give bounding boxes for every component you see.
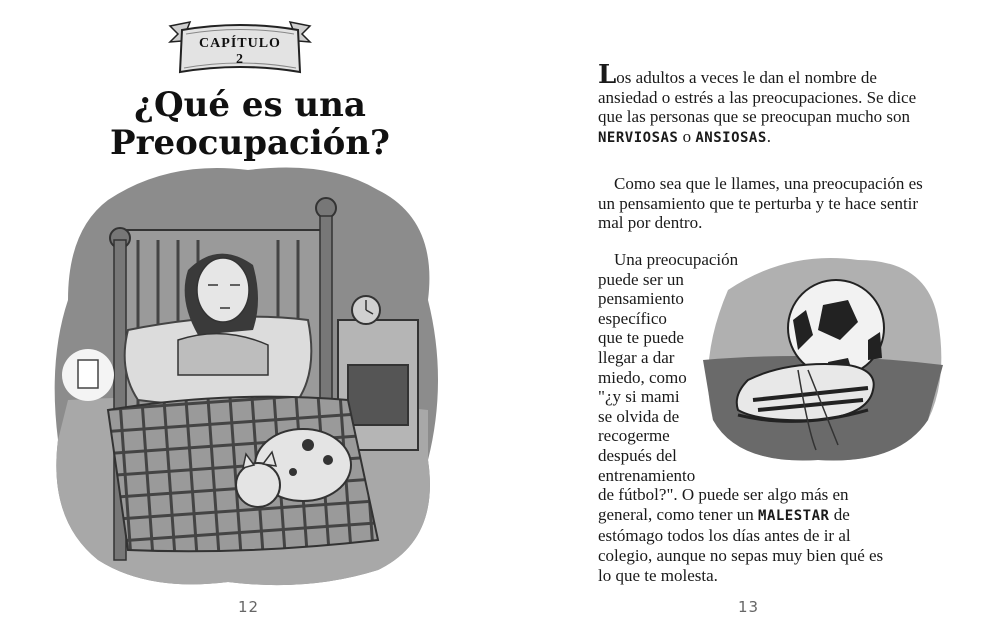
paragraph-3-line: que te puede (598, 328, 684, 348)
soccer-ball-and-cleats-illustration (698, 250, 946, 470)
chapter-number: 2 (236, 52, 244, 67)
chapter-label-block (160, 36, 320, 68)
paragraph-3-line: se olvida de (598, 406, 680, 426)
paragraph-3-line: estómago todos los días antes de ir al (598, 526, 851, 546)
styled-word-malestar: MALESTAR (758, 507, 830, 524)
page-number-left: 12 (238, 598, 260, 616)
paragraph-3-line: Una preocupación (614, 250, 739, 269)
styled-word-nerviosas: NERVIOSAS (598, 129, 679, 146)
paragraph-3-line: entrenamiento (598, 465, 696, 485)
paragraph-1-text-c: . (766, 126, 772, 146)
paragraph-3-line: lo que te molesta. (598, 565, 718, 585)
page-number-right: 13 (738, 598, 760, 616)
girl-in-bed-illustration (48, 160, 448, 590)
paragraph-2 (598, 174, 938, 233)
paragraph-1-text-b: o (678, 126, 696, 146)
paragraph-1-text-a: os adultos a veces le dan el nombre de ansiedad o estrés a las preocupaciones. Se dice que las personas que se preocupan mucho son (598, 68, 917, 127)
styled-word-ansiosas: ANSIOSAS (695, 129, 767, 146)
paragraph-3-line: específico (598, 308, 667, 328)
paragraph-3-line: "¿y si mami (598, 387, 680, 407)
paragraph-3-line: general, como tener un MALESTAR de (598, 504, 850, 524)
paragraph-1 (598, 60, 938, 148)
paragraph-3-line: de fútbol?". O puede ser algo más en (598, 485, 849, 505)
paragraph-2-text: Como sea que le llames, una preocupación es un pensamiento que te perturba y te hace sentir mal por dentro. (598, 174, 923, 233)
drop-cap: L (598, 60, 617, 90)
title-line-2: Preocupación? (110, 123, 390, 163)
title-line-1: ¿Qué es una (134, 85, 366, 125)
paragraph-3-line: miedo, como (598, 367, 687, 387)
paragraph-3-line: pensamiento (598, 289, 684, 309)
page-title (80, 86, 420, 162)
paragraph-3-line: después del (598, 445, 677, 465)
paragraph-3-line: llegar a dar (598, 347, 675, 367)
chapter-label: CAPÍTULO (199, 36, 281, 51)
paragraph-3-line: colegio, aunque no sepas muy bien qué es (598, 545, 884, 565)
paragraph-3-line: recogerme (598, 426, 670, 446)
paragraph-3-line: puede ser un (598, 269, 684, 289)
